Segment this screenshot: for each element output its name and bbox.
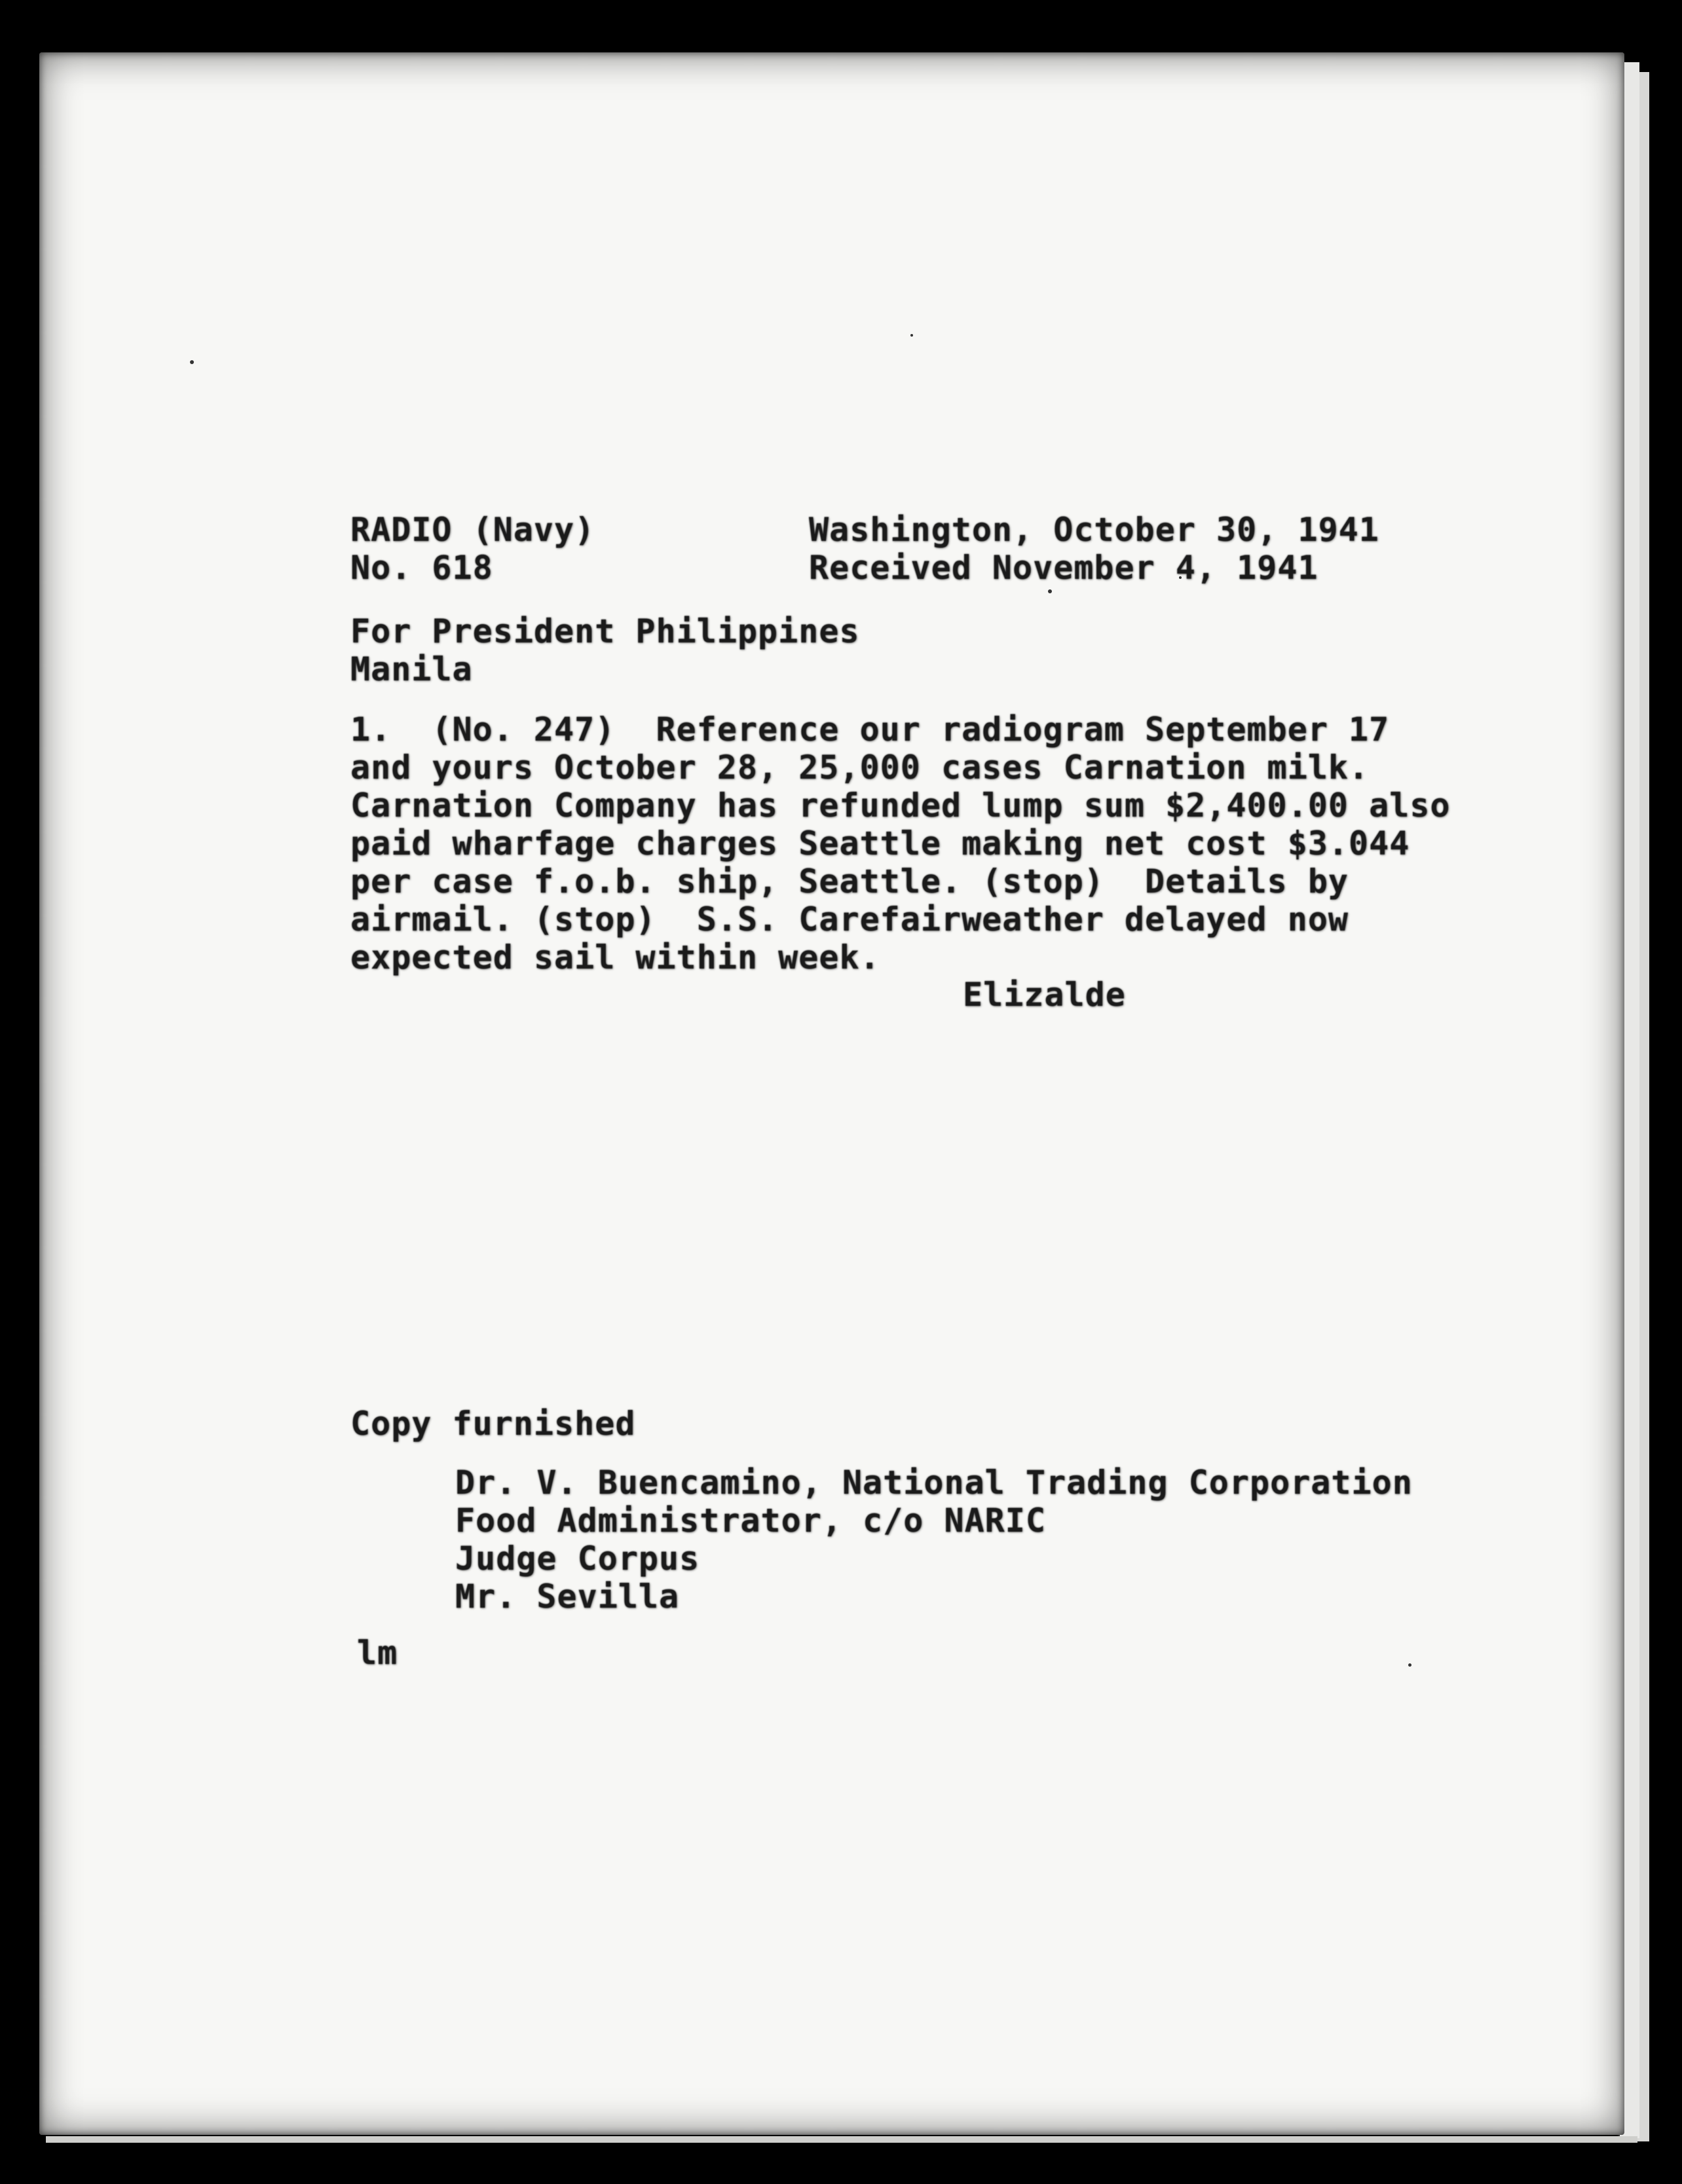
received-date: Received November 4, 1941 — [809, 549, 1318, 587]
recipient-line: Judge Corpus — [455, 1540, 700, 1578]
copy-recipients — [455, 1464, 1413, 1616]
addressee — [350, 612, 860, 688]
page-bottom-edge — [46, 2136, 1637, 2143]
scan-speck — [1408, 1663, 1411, 1667]
body-line: and yours October 28, 25,000 cases Carnation milk. — [350, 749, 1370, 787]
signature: Elizalde — [963, 976, 1126, 1014]
dateline — [809, 511, 1379, 587]
body-line: Carnation Company has refunded lump sum $2,400.00 also — [350, 787, 1451, 824]
radio-number: No. 618 — [350, 549, 493, 587]
body-line: expected sail within week. — [350, 938, 880, 976]
typist-initials: lm — [357, 1634, 398, 1672]
recipient-line: Mr. Sevilla — [455, 1578, 680, 1616]
addressee-city: Manila — [350, 650, 473, 688]
scan-speck — [1048, 589, 1052, 593]
recipient-line: Food Administrator, c/o NARIC — [455, 1502, 1046, 1540]
recipient-line: Dr. V. Buencamino, National Trading Corporation — [455, 1464, 1413, 1502]
scan-speck — [190, 360, 194, 364]
body-line: paid wharfage charges Seattle making net cost $3.044 — [350, 824, 1410, 862]
body-line: per case f.o.b. ship, Seattle. (stop) Details by — [350, 862, 1349, 900]
body-line: airmail. (stop) S.S. Carefairweather delayed now — [350, 900, 1349, 938]
radio-header — [350, 511, 595, 587]
radio-type: RADIO (Navy) — [350, 511, 595, 549]
addressee-line: For President Philippines — [350, 612, 860, 650]
copy-furnished-heading: Copy furnished — [350, 1405, 636, 1443]
body-line: 1. (No. 247) Reference our radiogram September 17 — [350, 711, 1390, 749]
message-body — [350, 711, 1451, 976]
document-page — [39, 52, 1624, 2135]
sent-date: Washington, October 30, 1941 — [809, 511, 1379, 549]
scan-speck — [910, 334, 913, 337]
